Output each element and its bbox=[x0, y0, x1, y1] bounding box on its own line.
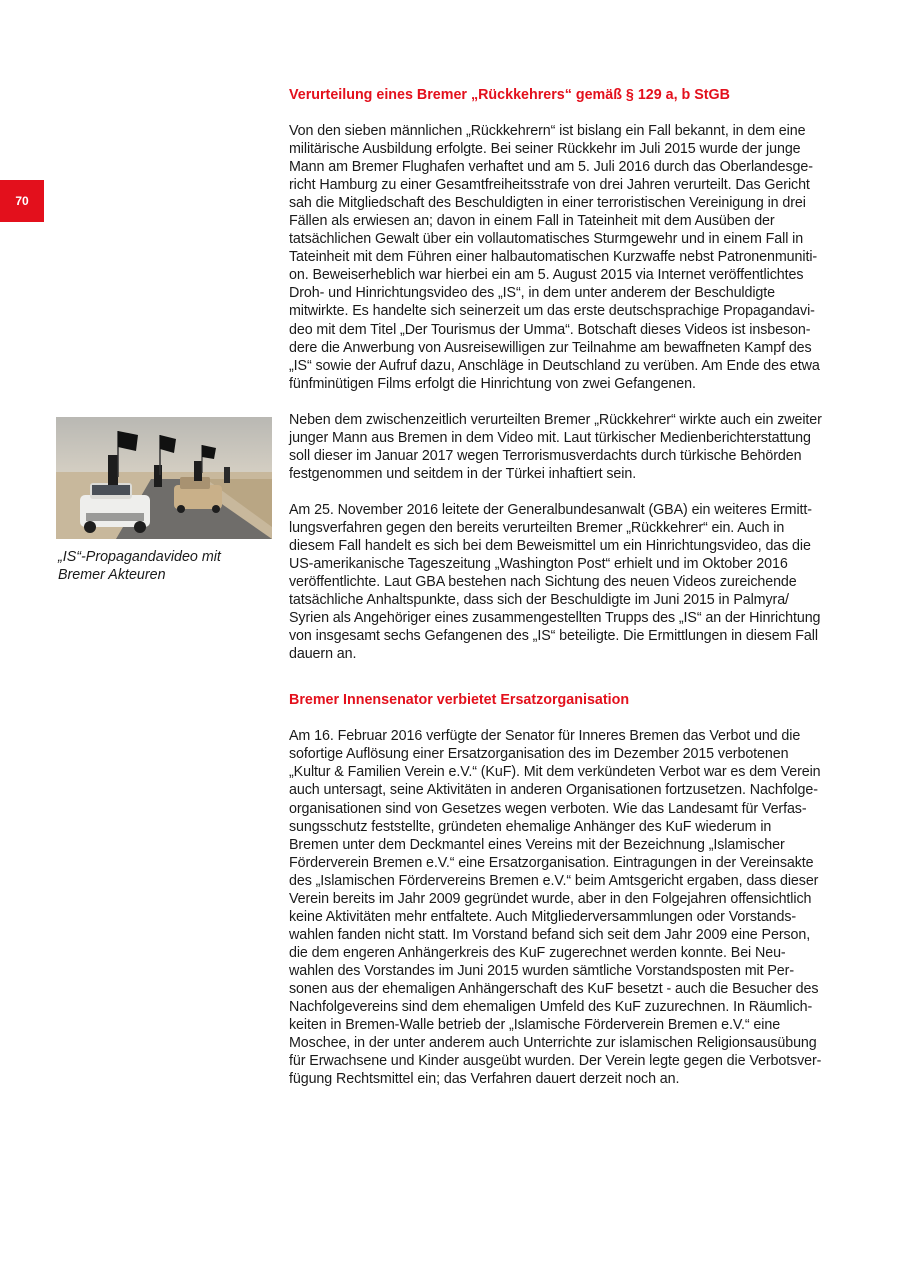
image-caption bbox=[58, 548, 268, 584]
page-number: 70 bbox=[15, 194, 29, 208]
paragraph: Am 25. November 2016 leitete der Generalbundesanwalt (GBA) ein weiteres Ermitt- lungsverfahren gegen den bereits verurteilten Bremer „Rückkehrer“ ein. Auch in diesem Fall handelt es sich bei dem Beweismittel um ein Hinrichtungsvideo, das die US-amerikanische Tageszeitung „Washington Post“ erhielt und im Oktober 2016 veröffentlichte. Laut GBA bestehen nach Sichtung des neuen Videos zureichende tatsächliche Anhaltspunkte, dass sich der Beschuldigte im Juni 2015 in Palmyra/ Syrien als Angehöriger eines zusammengestellten Trupps des „IS“ an der Hinrichtung von insgesamt sechs Gefangenen des „IS“ beteiligte. Die Ermittlungen in diesem Fall dauern an. bbox=[289, 501, 821, 663]
section-heading-ersatzorganisation: Bremer Innensenator verbietet Ersatzorganisation bbox=[289, 692, 630, 709]
image-caption-text: „IS“-Propagandavideo mit Bremer Akteuren bbox=[58, 549, 221, 583]
paragraph: Neben dem zwischenzeitlich verurteilten Bremer „Rückkehrer“ wirkte auch ein zweiter junger Mann aus Bremen in dem Video mit. Laut türkischer Medienberichterstattung soll dieser im Januar 2017 wegen Terrorismusverdachts durch türkische Behörden festgenommen und seitdem in der Türkei inhaftiert sein. bbox=[289, 411, 822, 482]
paragraph: Von den sieben männlichen „Rückkehrern“ ist bislang ein Fall bekannt, in dem eine militärische Ausbildung erfolgte. Bei seiner Rückkehr im Juli 2015 wurde der junge Mann am Bremer Flughafen verhaftet und am 5. Juli 2016 durch das Oberlandesge- richt Hamburg zu einer Gesamtfreiheitsstrafe von drei Jahren verurteilt. Das Gericht sah die Mitgliedschaft des Beschuldigten in einer terroristischen Vereinigung in drei Fällen als erwiesen an; davon in einem Fall in Tateinheit mit dem Ausüben der tatsächlichen Gewalt über ein vollautomatisches Sturmgewehr und in einem Fall in Tateinheit mit dem Führen einer halbautomatischen Kurzwaffe nebst Patronenmuniti- on. Beweiserheblich war hierbei ein am 5. August 2015 via Internet veröffentlichtes Droh- und Hinrichtungsvideo des „IS“, in dem unter anderem der Beschuldigte mitwirkte. Es handelte sich seinerzeit um das erste deutschsprachige Propagandavi- deo mit dem Titel „Der Tourismus der Umma“. Botschaft dieses Videos ist insbeson- dere die Anwerbung von Ausreisewilligen zur Teilnahme am bewaffneten Kampf des „IS“ sowie der Aufruf dazu, Anschläge in Deutschland zu verüben. Am Ende des etwa fünfminütigen Films erfolgt die Hinrichtung von zwei Gefangenen. bbox=[289, 123, 820, 392]
section-heading-verurteilung: Verurteilung eines Bremer „Rückkehrers“ gemäß § 129 a, b StGB bbox=[289, 87, 730, 103]
main-content bbox=[289, 86, 841, 1088]
paragraph: Am 16. Februar 2016 verfügte der Senator für Inneres Bremen das Verbot und die sofortige Auflösung einer Ersatzorganisation des im Dezember 2015 verbotenen „Kultur & Familien Verein e.V.“ (KuF). Mit dem verkündeten Verbot war es dem Verein auch untersagt, seine Aktivitäten in anderen Organisationen fortzusetzen. Nachfolge- organisationen sind von Gesetzes wegen verboten. Wie das Landesamt für Verfas- sungsschutz feststellte, gründeten ehemalige Anhänger des KuF wiederum in Bremen unter dem Deckmantel eines Vereins mit der Bezeichnung „Islamischer Förderverein Bremen e.V.“ eine Ersatzorganisation. Eintragungen in der Vereinsakte des „Islamischen Fördervereins Bremen e.V.“ beim Amtsgericht ergaben, dass dieser Verein bereits im Jahr 2009 gegründet wurde, aber in den Folgejahren offensichtlich keine Aktivitäten mehr entfaltete. Auch Mitgliederversammlungen oder Vorstands- wahlen fanden nicht statt. Im Vorstand befand sich seit dem Jahr 2009 eine Person, die dem engeren Anhängerkreis des KuF zugerechnet werden konnte. Bei Neu- wahlen des Vorstandes im Juni 2015 wurden sämtliche Vorstandsposten mit Per- sonen aus der ehemaligen Anhängerschaft des KuF besetzt - auch die Besucher des Nachfolgevereins sind dem ehemaligen Umfeld des KuF zuzurechnen. In Räumlich- keiten in Bremen-Walle betrieb der „Islamische Förderverein Bremen e.V.“ eine Moschee, in der unter anderem auch Unterrichte zur islamischen Religionsausübung für Erwachsene und Kinder ausgeübt wurden. Der Verein legte gegen die Verbotsver- fügung Rechtsmittel ein; das Verfahren dauert derzeit noch an. bbox=[289, 728, 822, 1088]
propaganda-video-photo bbox=[56, 417, 272, 539]
page-number-tab bbox=[0, 180, 44, 222]
